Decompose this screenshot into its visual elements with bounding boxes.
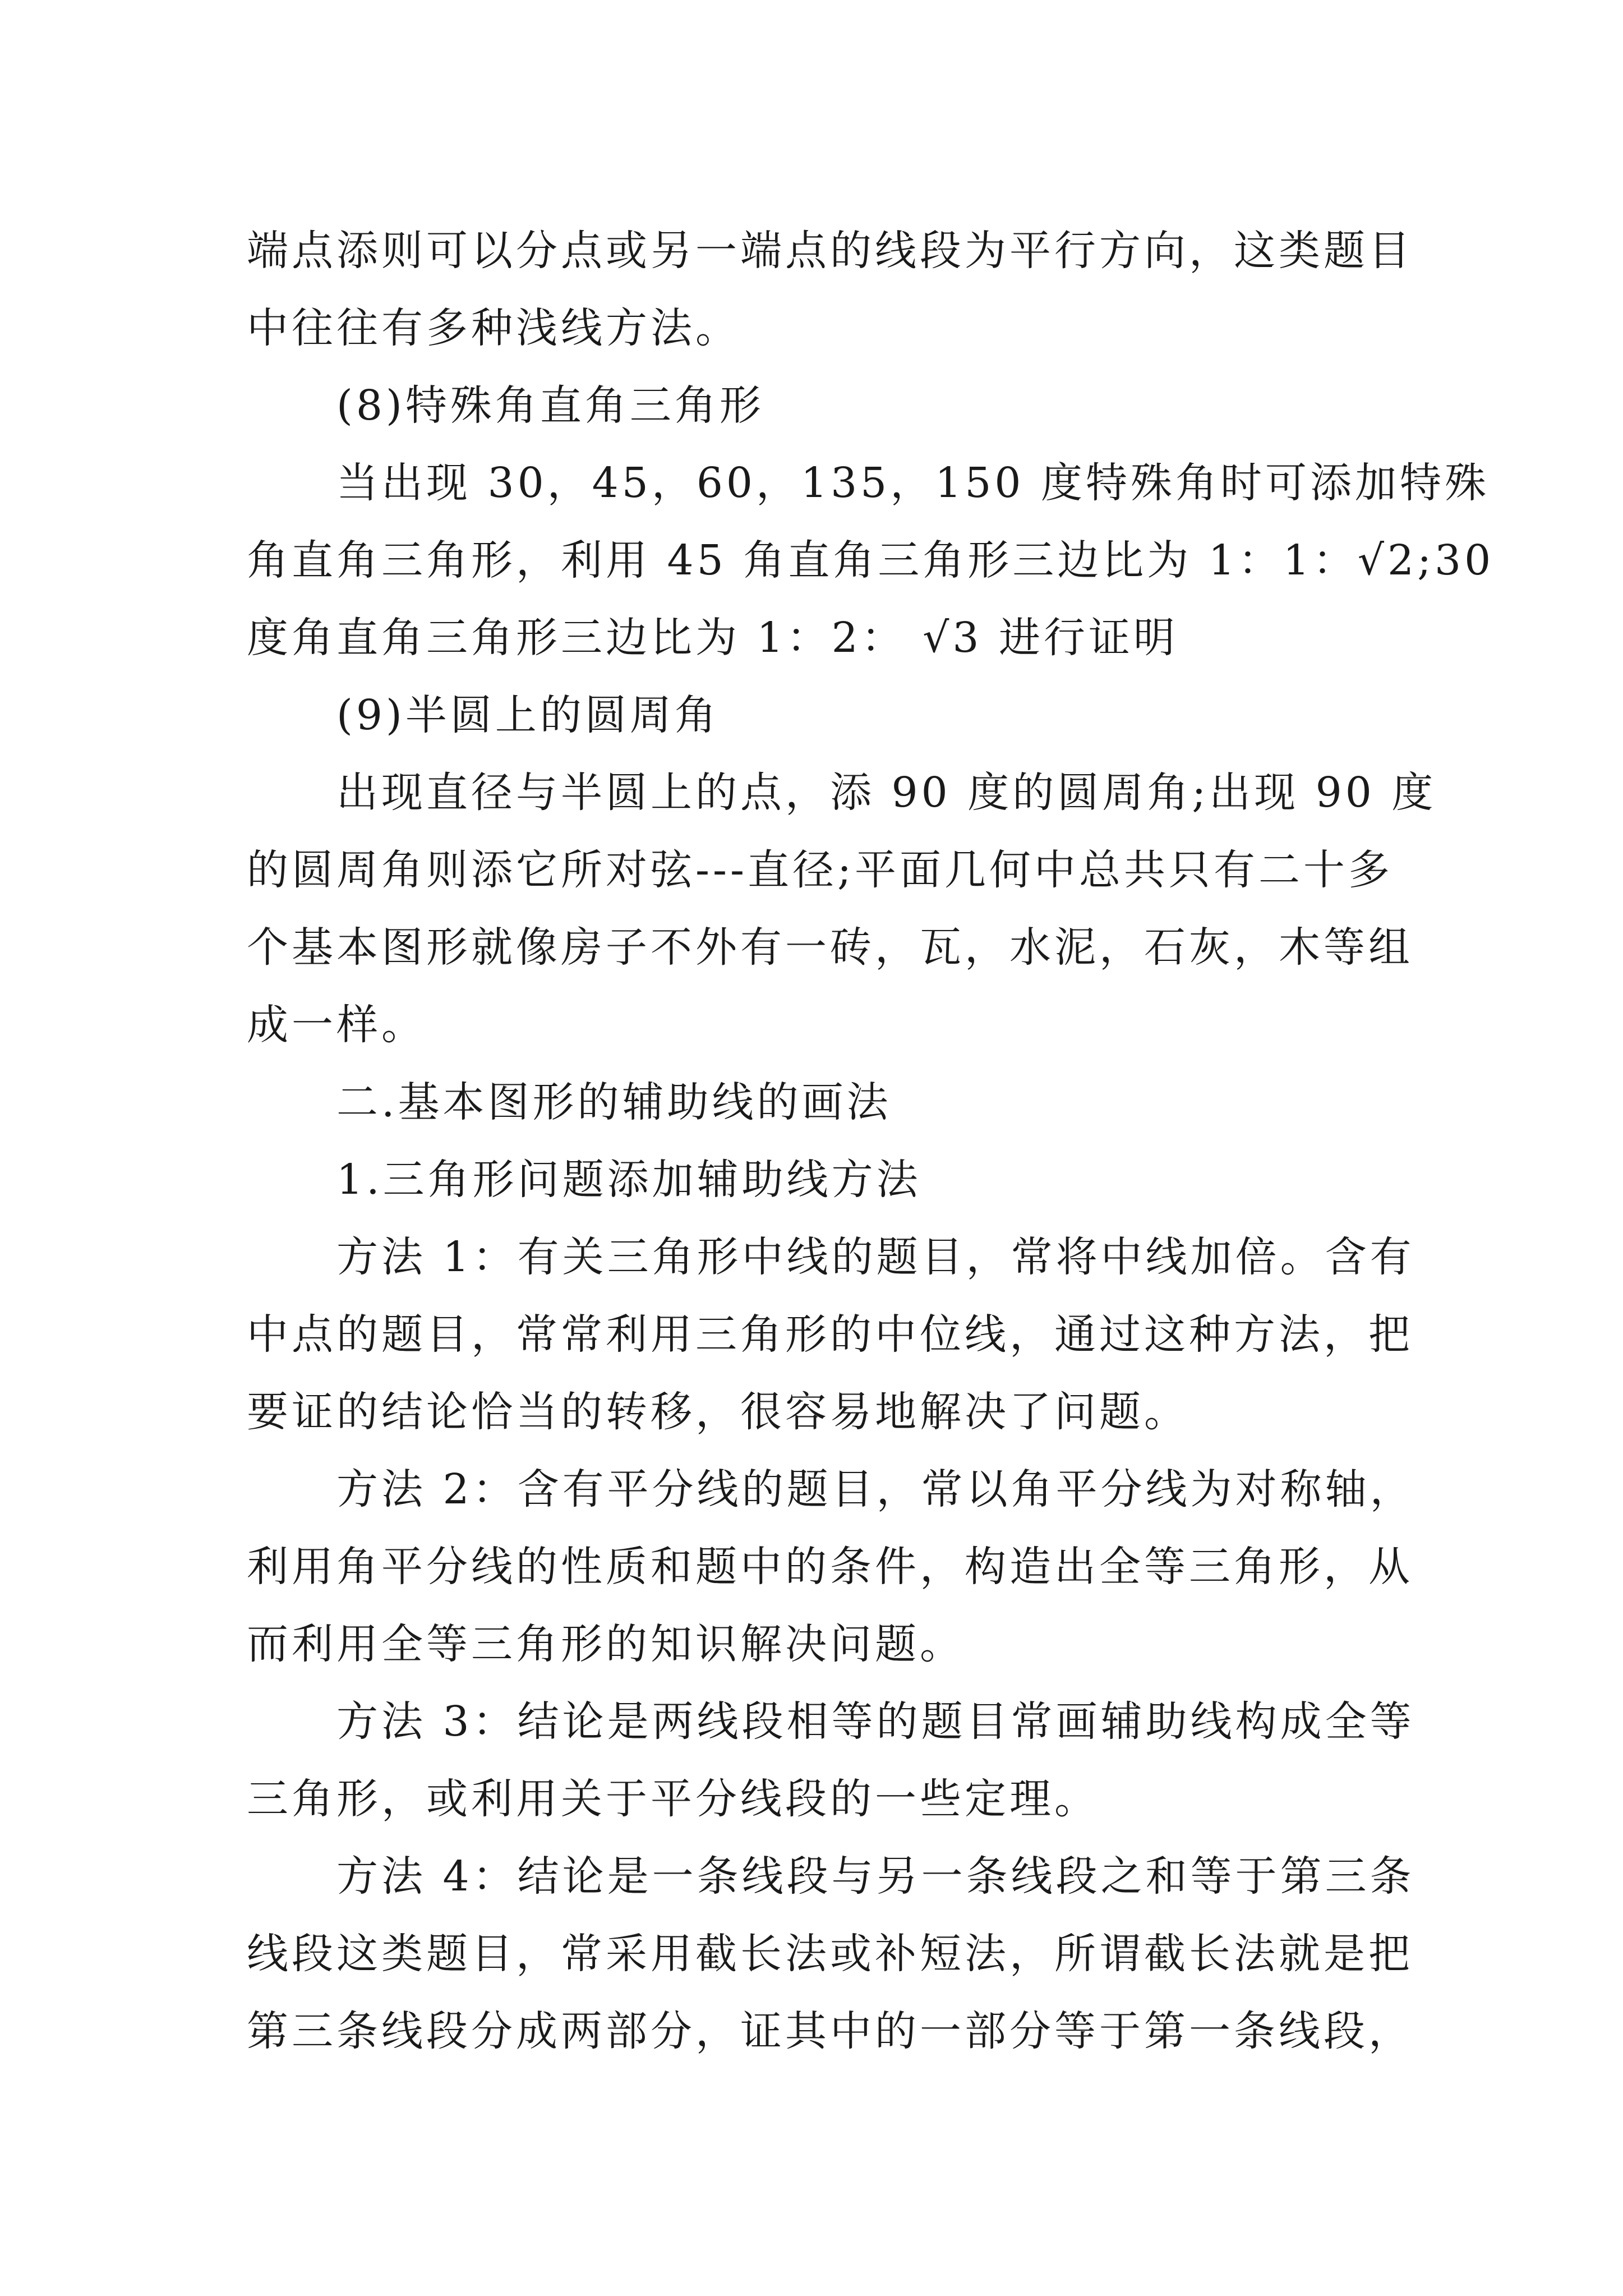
document-body (247, 212, 1495, 2070)
text-line: 中往往有多种浅线方法。 (247, 304, 740, 352)
text-line: 角直角三角形，利用 45 角直角三角形三边比为 1：1：√2;30 (247, 536, 1495, 585)
text-line: 方法 3：结论是两线段相等的题目常画辅助线构成全等 (336, 1697, 1415, 1746)
text-line: 利用角平分线的性质和题中的条件，构造出全等三角形，从 (247, 1543, 1413, 1591)
text-line: 当出现 30，45，60，135，150 度特殊角时可添加特殊 (336, 459, 1490, 507)
text-line: 方法 1：有关三角形中线的题目，常将中线加倍。含有 (336, 1233, 1415, 1281)
text-line: 出现直径与半圆上的点，添 90 度的圆周角;出现 90 度 (336, 769, 1437, 817)
section-heading: (8)特殊角直角三角形 (336, 381, 764, 430)
text-line: 中点的题目，常常利用三角形的中位线，通过这种方法，把 (247, 1310, 1413, 1359)
text-line: 线段这类题目，常采用截长法或补短法，所谓截长法就是把 (247, 1930, 1413, 1978)
text-line: 的圆周角则添它所对弦---直径;平面几何中总共只有二十多 (247, 846, 1393, 894)
text-line: 度角直角三角形三边比为 1：2： √3 进行证明 (247, 614, 1178, 662)
text-line: 三角形，或利用关于平分线段的一些定理。 (247, 1775, 1099, 1823)
text-line: 端点添则可以分点或另一端点的线段为平行方向，这类题目 (247, 227, 1413, 275)
text-line: 而利用全等三角形的知识解决问题。 (247, 1620, 965, 1668)
text-line: 要证的结论恰当的转移，很容易地解决了问题。 (247, 1388, 1189, 1436)
section-heading: 二.基本图形的辅助线的画法 (336, 1078, 892, 1126)
text-line: 方法 2：含有平分线的题目，常以角平分线为对称轴， (336, 1465, 1415, 1513)
section-heading: (9)半圆上的圆周角 (336, 691, 720, 739)
text-line: 成一样。 (247, 1001, 426, 1049)
section-heading: 1.三角形问题添加辅助线方法 (336, 1156, 921, 1204)
text-line: 个基本图形就像房子不外有一砖，瓦，水泥，石灰，木等组 (247, 923, 1413, 972)
text-line: 第三条线段分成两部分，证其中的一部分等于第一条线段， (247, 2007, 1413, 2055)
text-line: 方法 4：结论是一条线段与另一条线段之和等于第三条 (336, 1852, 1415, 1901)
